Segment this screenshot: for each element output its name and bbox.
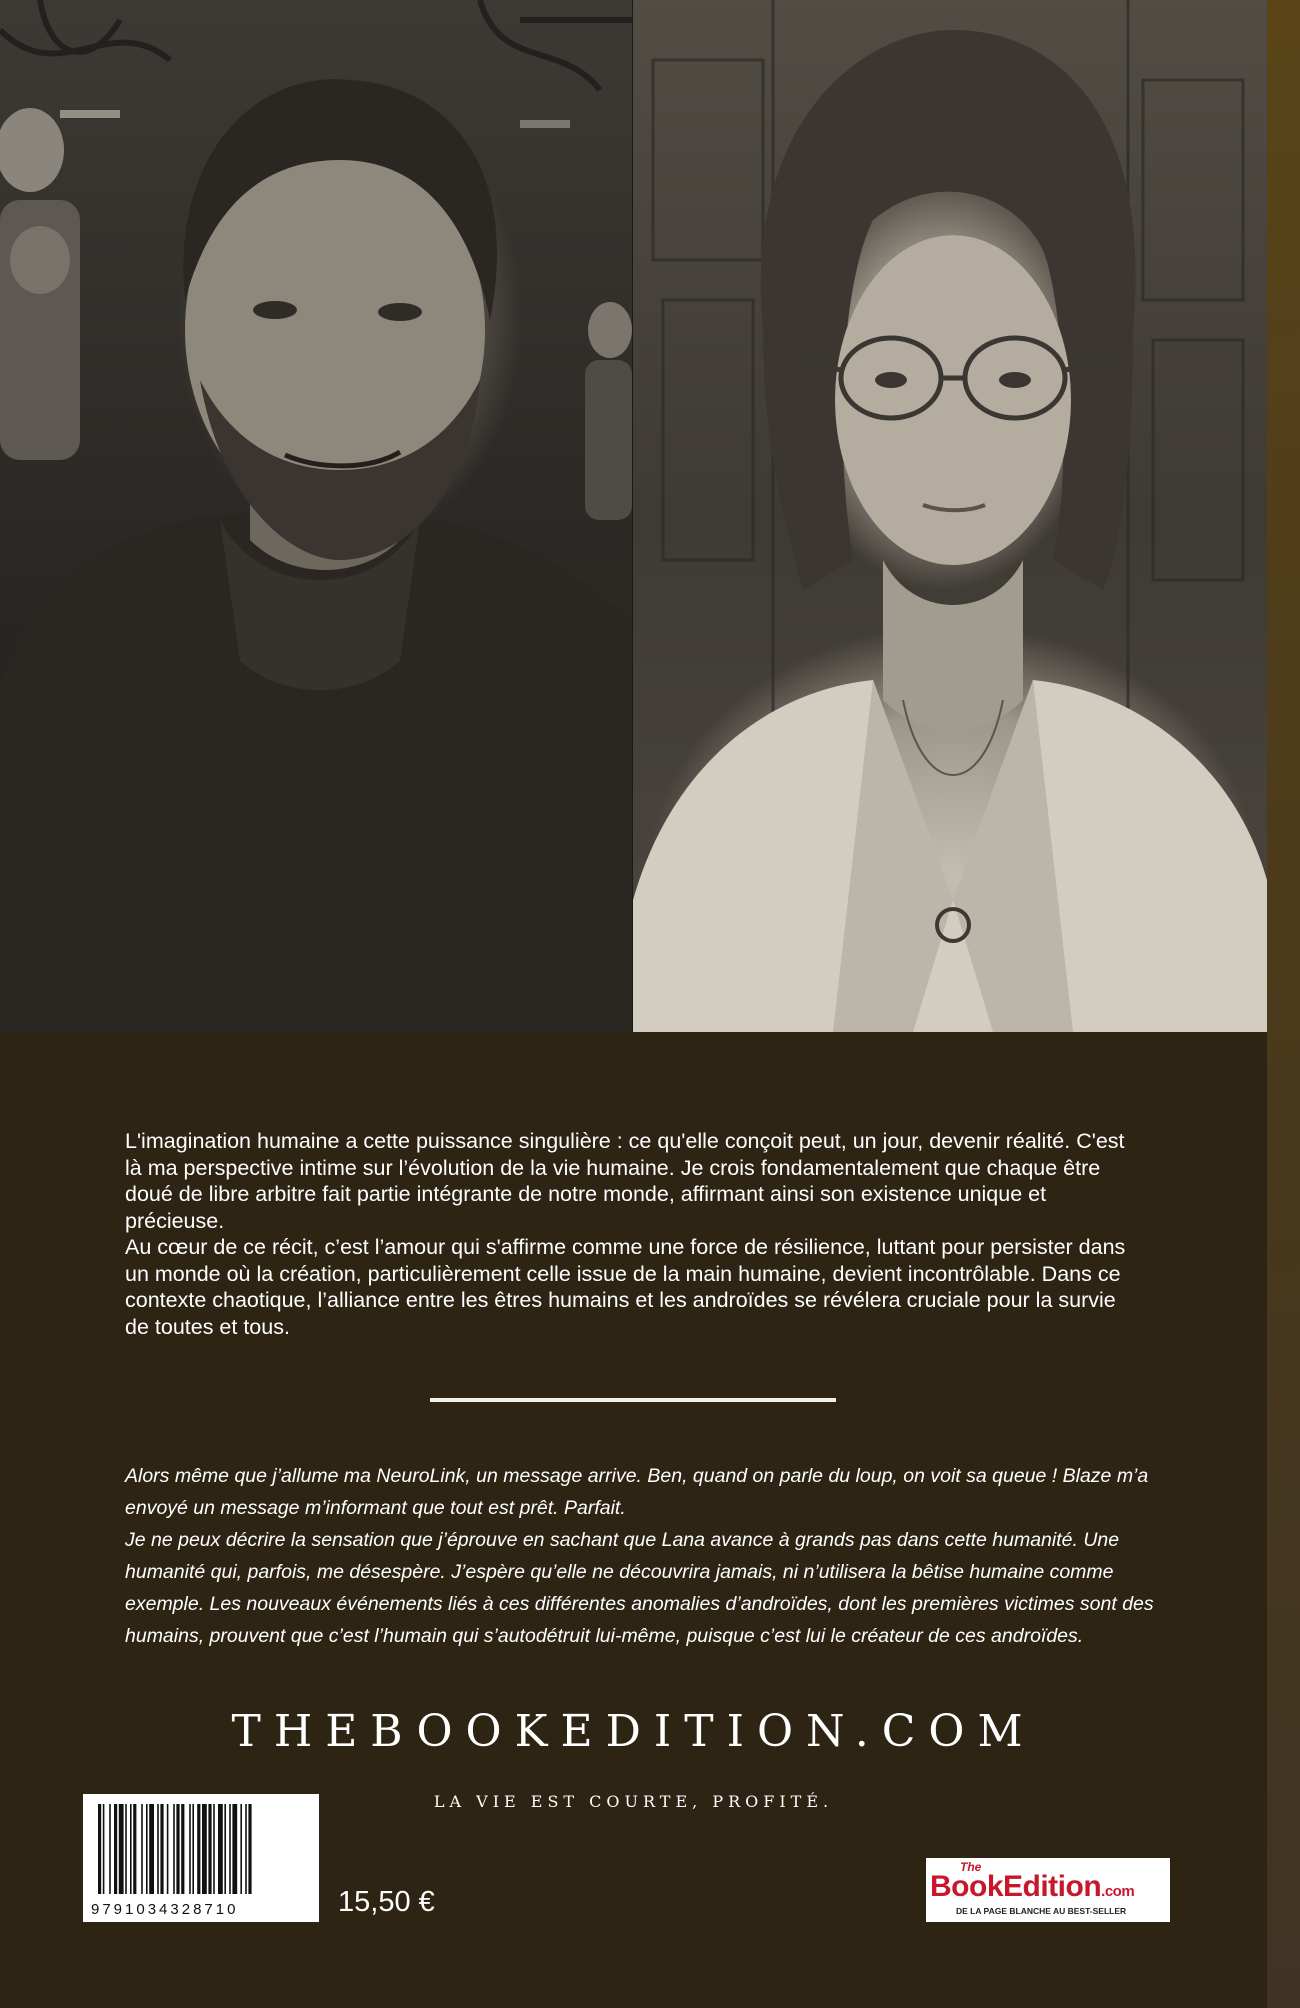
- horizontal-rule: [430, 1398, 836, 1402]
- isbn-barcode: [83, 1794, 319, 1922]
- logo-brand: BookEdition: [930, 1870, 1102, 1903]
- spine-edge: [1267, 0, 1300, 2008]
- synopsis: [125, 1128, 1135, 1340]
- excerpt: [125, 1460, 1155, 1652]
- tagline: LA VIE EST COURTE, PROFITÉ.: [433, 1792, 834, 1811]
- website-url: THEBOOKEDITION.COM: [231, 1706, 1036, 1757]
- illustration-man-with-androids: [0, 0, 632, 1032]
- logo-domain: .com: [1101, 1883, 1135, 1900]
- isbn-digits: 9791034328710: [91, 1901, 239, 1918]
- logo-slogan: DE LA PAGE BLANCHE AU BEST-SELLER: [956, 1906, 1127, 1916]
- price: 15,50 €: [338, 1886, 435, 1918]
- barcode-bars: [98, 1804, 304, 1894]
- excerpt-paragraph-2: Je ne peux décrire la sensation que j’éprouve en sachant que Lana avance à grands pas dans cette humanité. Une humanité qui, parfois, me désespère. J’espère qu’elle ne découvrira jamais, ni n’utilisera la bêtise humaine comme exemple. Les nouveaux événements liés à ces différentes anomalies d’androïdes, dont les premières victimes sont des humains, prouvent que c’est l’humain qui s’autodétruit lui-même, puisque c’est lui le créateur de ces androïdes.: [125, 1529, 1154, 1647]
- excerpt-paragraph-1: Alors même que j’allume ma NeuroLink, un message arrive. Ben, quand on parle du loup, on voit sa queue ! Blaze m’a envoyé un message m’informant que tout est prêt. Parfait.: [125, 1465, 1149, 1519]
- illustration-woman-with-glasses: [633, 0, 1267, 1032]
- logo-name: [930, 1870, 1134, 1904]
- synopsis-paragraph-2: Au cœur de ce récit, c’est l’amour qui s'affirme comme une force de résilience, luttant pour persister dans un monde où la création, particulièrement celle issue de la main humaine, devient incontrôlable. Dans ce contexte chaotique, l’alliance entre les êtres humains et les androïdes se révélera cruciale pour la survie de toutes et tous.: [125, 1235, 1126, 1339]
- logo-the: The: [960, 1860, 982, 1874]
- synopsis-paragraph-1: L'imagination humaine a cette puissance singulière : ce qu'elle conçoit peut, un jour, devenir réalité. C'est là ma perspective intime sur l’évolution de la vie humaine. Je crois fondamentalement que chaque être doué de libre arbitre fait partie intégrante de notre monde, affirmant ainsi son existence unique et précieuse.: [125, 1129, 1125, 1233]
- publisher-logo: [926, 1858, 1170, 1922]
